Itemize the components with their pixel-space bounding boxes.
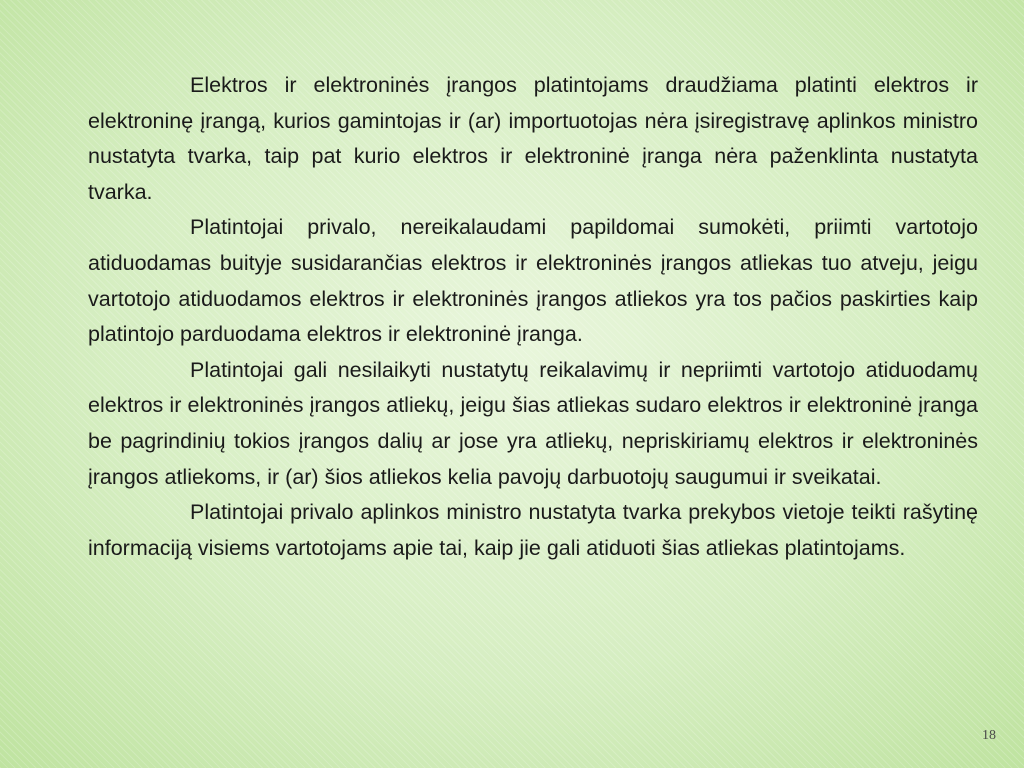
paragraph-2: Platintojai privalo, nereikalaudami papildomai sumokėti, priimti vartotojo atiduodamas buityje susidarančias elektros ir elektroninės įrangos atliekas tuo atveju, jeigu vartotojo atiduodamos elektros ir elektroninės įrangos atliekos yra tos pačios paskirties kaip platintojo parduodama elektros ir elektroninė įranga. (88, 215, 978, 347)
page-number: 18 (982, 728, 996, 743)
paragraph-3: Platintojai gali nesilaikyti nustatytų reikalavimų ir nepriimti vartotojo atiduodamų elektros ir elektroninės įrangos atliekų, jeigu šias atliekas sudaro elektros ir elektroninė įranga be pagrindinių tokios įrangos dalių ar jose yra atliekų, nepriskiriamų elektros ir elektroninės įrangos atliekoms, ir (ar) šios atliekos kelia pavojų darbuotojų saugumui ir sveikatai. (88, 357, 978, 489)
paragraph-4: Platintojai privalo aplinkos ministro nustatyta tvarka prekybos vietoje teikti rašytinę informaciją visiems vartotojams apie tai, kaip jie gali atiduoti šias atliekas platintojams. (88, 500, 978, 560)
paragraph-1: Elektros ir elektroninės įrangos platintojams draudžiama platinti elektros ir elektroninę įrangą, kurios gamintojas ir (ar) importuotojas nėra įsiregistravę aplinkos ministro nustatyta tvarka, taip pat kurio elektros ir elektroninė įranga nėra paženklinta nustatyta tvarka. (88, 73, 978, 204)
slide-body (88, 68, 978, 566)
